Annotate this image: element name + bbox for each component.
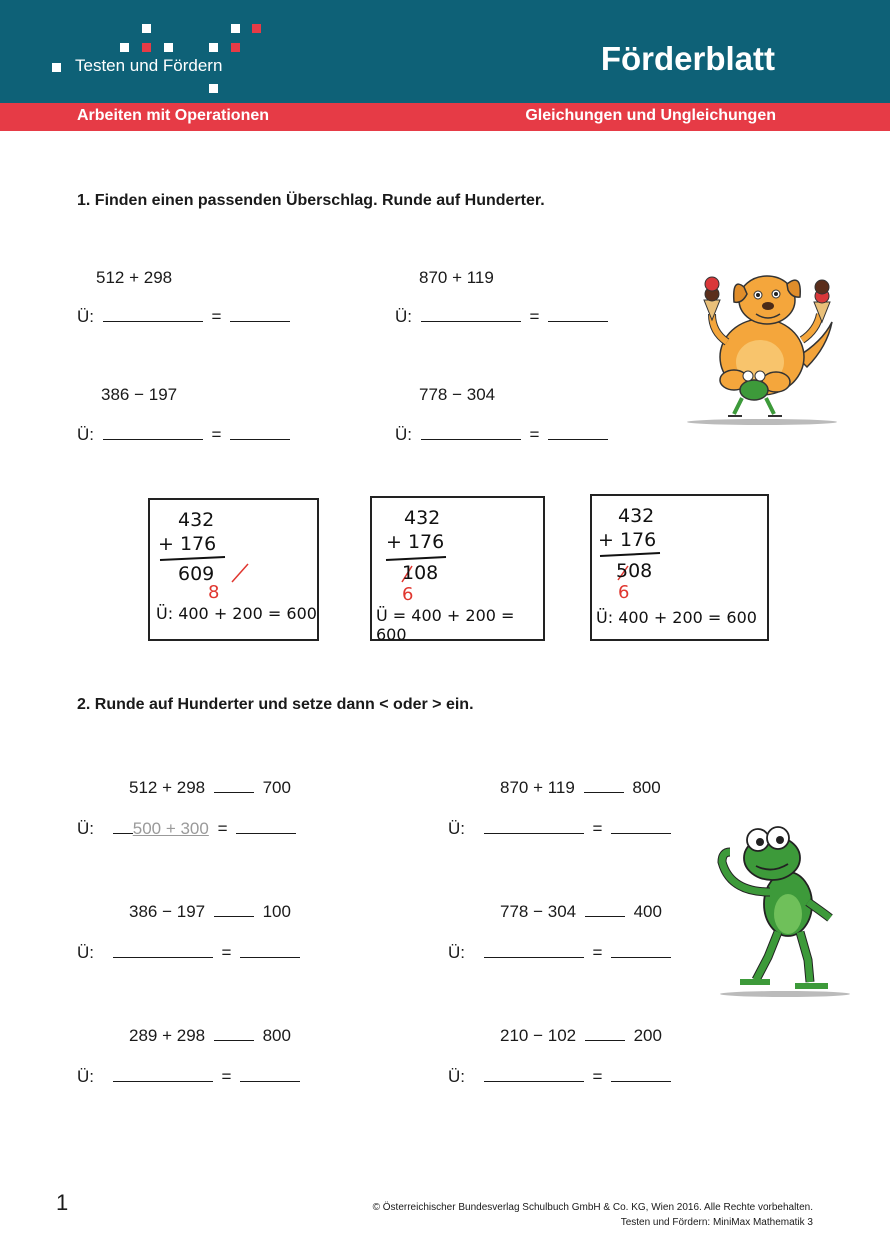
u-label: Ü:: [395, 307, 412, 326]
task2-compare-value: 100: [262, 902, 291, 921]
example-correction: 6: [618, 582, 630, 603]
estimate-blank[interactable]: [113, 1081, 213, 1082]
dog-mascot-illustration: [672, 262, 852, 427]
example-card: [148, 498, 319, 641]
task2-answer-row: [448, 1067, 671, 1087]
result-blank[interactable]: [236, 833, 296, 834]
u-label: Ü:: [448, 1067, 465, 1086]
result-blank[interactable]: [611, 1081, 671, 1082]
example-result: 609: [178, 563, 215, 585]
example-addend-b: + 176: [386, 531, 445, 553]
u-label: Ü:: [77, 943, 94, 962]
task2-expr: [500, 902, 662, 922]
task2-compare-value: 200: [633, 1026, 662, 1045]
task2-expr: [500, 778, 661, 798]
compare-blank[interactable]: [214, 792, 254, 793]
example-result: 508: [616, 560, 653, 582]
task2-expression: 512 + 298: [129, 778, 206, 797]
frog-mascot-illustration: [700, 822, 860, 1002]
page-title: Förderblatt: [600, 40, 775, 77]
task1-answer-row: [77, 425, 290, 445]
task2-compare-value: 800: [262, 1026, 291, 1045]
task1-answer-row: [395, 425, 608, 445]
example-estimate: Ü: 400 + 200 = 600: [596, 608, 757, 627]
task2-expression: 778 − 304: [500, 902, 577, 921]
result-blank[interactable]: [548, 321, 608, 322]
compare-blank[interactable]: [214, 916, 254, 917]
task2-compare-value: 700: [262, 778, 291, 797]
example-card: [370, 496, 545, 644]
task1-answer-row: [77, 307, 290, 327]
task1-expr: 512 + 298: [96, 268, 173, 287]
task2-expr: [129, 1026, 291, 1046]
estimate-blank-prefix: [113, 833, 133, 834]
result-blank[interactable]: [230, 439, 290, 440]
compare-blank[interactable]: [214, 1040, 254, 1041]
task2-answer-row: [77, 1067, 300, 1087]
estimate-blank[interactable]: [103, 439, 203, 440]
u-label: Ü:: [448, 819, 465, 838]
footer-credits: [373, 1200, 813, 1230]
task2-expression: 386 − 197: [129, 902, 206, 921]
example-fill: 500 + 300: [132, 819, 209, 838]
topic-left: Arbeiten mit Operationen: [77, 107, 270, 124]
result-blank[interactable]: [611, 833, 671, 834]
example-estimate: Ü: 400 + 200 = 600: [156, 604, 317, 623]
example-correction: 6: [402, 584, 414, 605]
example-correction: 8: [208, 582, 220, 603]
task2-expression: 870 + 119: [500, 778, 575, 797]
example-addend-a: 432: [404, 507, 441, 529]
task2-answer-row: [448, 943, 671, 963]
estimate-blank[interactable]: [484, 957, 584, 958]
estimate-blank[interactable]: [484, 1081, 584, 1082]
task1-expr: 778 − 304: [419, 385, 496, 404]
equals-sign: =: [217, 819, 228, 838]
u-label: Ü:: [395, 425, 412, 444]
brand-bullet-icon: [52, 63, 61, 72]
copyright-line: © Österreichischer Bundesverlag Schulbuch GmbH & Co. KG, Wien 2016. Alle Rechte vorbehalten.: [372, 1202, 813, 1213]
task2-compare-value: 400: [633, 902, 662, 921]
u-label: Ü:: [448, 943, 465, 962]
estimate-blank[interactable]: [421, 321, 521, 322]
u-label: Ü:: [77, 425, 94, 444]
compare-blank[interactable]: [585, 1040, 625, 1041]
example-card: [590, 494, 769, 641]
estimate-blank[interactable]: [421, 439, 521, 440]
compare-blank[interactable]: [584, 792, 624, 793]
task1-answer-row: [395, 307, 608, 327]
example-addend-b: + 176: [598, 529, 657, 551]
task1-heading: 1. Finden einen passenden Überschlag. Runde auf Hunderter.: [77, 192, 545, 209]
task1-expr: 386 − 197: [101, 385, 178, 404]
equals-sign: =: [211, 425, 222, 444]
task2-compare-value: 800: [632, 778, 661, 797]
result-blank[interactable]: [240, 1081, 300, 1082]
brand-name: Testen und Fördern: [75, 56, 223, 75]
result-blank[interactable]: [240, 957, 300, 958]
u-label: Ü:: [77, 1067, 94, 1086]
task2-expression: 210 − 102: [500, 1026, 577, 1045]
example-estimate: Ü = 400 + 200 = 600: [376, 606, 515, 644]
example-addend-b: + 176: [158, 533, 217, 555]
series-line: Testen und Fördern: MiniMax Mathematik 3: [620, 1217, 813, 1228]
example-addend-a: 432: [178, 509, 215, 531]
result-blank[interactable]: [230, 321, 290, 322]
equals-sign: =: [529, 425, 540, 444]
task2-answer-row: [448, 819, 671, 839]
estimate-blank[interactable]: [103, 321, 203, 322]
equals-sign: =: [529, 307, 540, 326]
estimate-blank[interactable]: [113, 957, 213, 958]
equals-sign: =: [592, 943, 603, 962]
result-blank[interactable]: [548, 439, 608, 440]
equals-sign: =: [592, 819, 603, 838]
example-addend-a: 432: [618, 505, 655, 527]
task2-answer-row: [77, 819, 296, 839]
task2-heading: 2. Runde auf Hunderter und setze dann < oder > ein.: [77, 696, 474, 713]
task2-expression: 289 + 298: [129, 1026, 206, 1045]
task2-expr: [129, 902, 291, 922]
equals-sign: =: [211, 307, 222, 326]
page-number: 1: [56, 1190, 69, 1215]
task1-expr: 870 + 119: [419, 268, 494, 287]
equals-sign: =: [221, 1067, 232, 1086]
compare-blank[interactable]: [585, 916, 625, 917]
estimate-blank[interactable]: [484, 833, 584, 834]
u-label: Ü:: [77, 819, 94, 838]
topic-right: Gleichungen und Ungleichungen: [525, 107, 776, 124]
u-label: Ü:: [77, 307, 94, 326]
equals-sign: =: [221, 943, 232, 962]
result-blank[interactable]: [611, 957, 671, 958]
task2-expr: [500, 1026, 662, 1046]
equals-sign: =: [592, 1067, 603, 1086]
example-result: 108: [402, 562, 439, 584]
task2-expr: [129, 778, 291, 798]
task2-answer-row: [77, 943, 300, 963]
